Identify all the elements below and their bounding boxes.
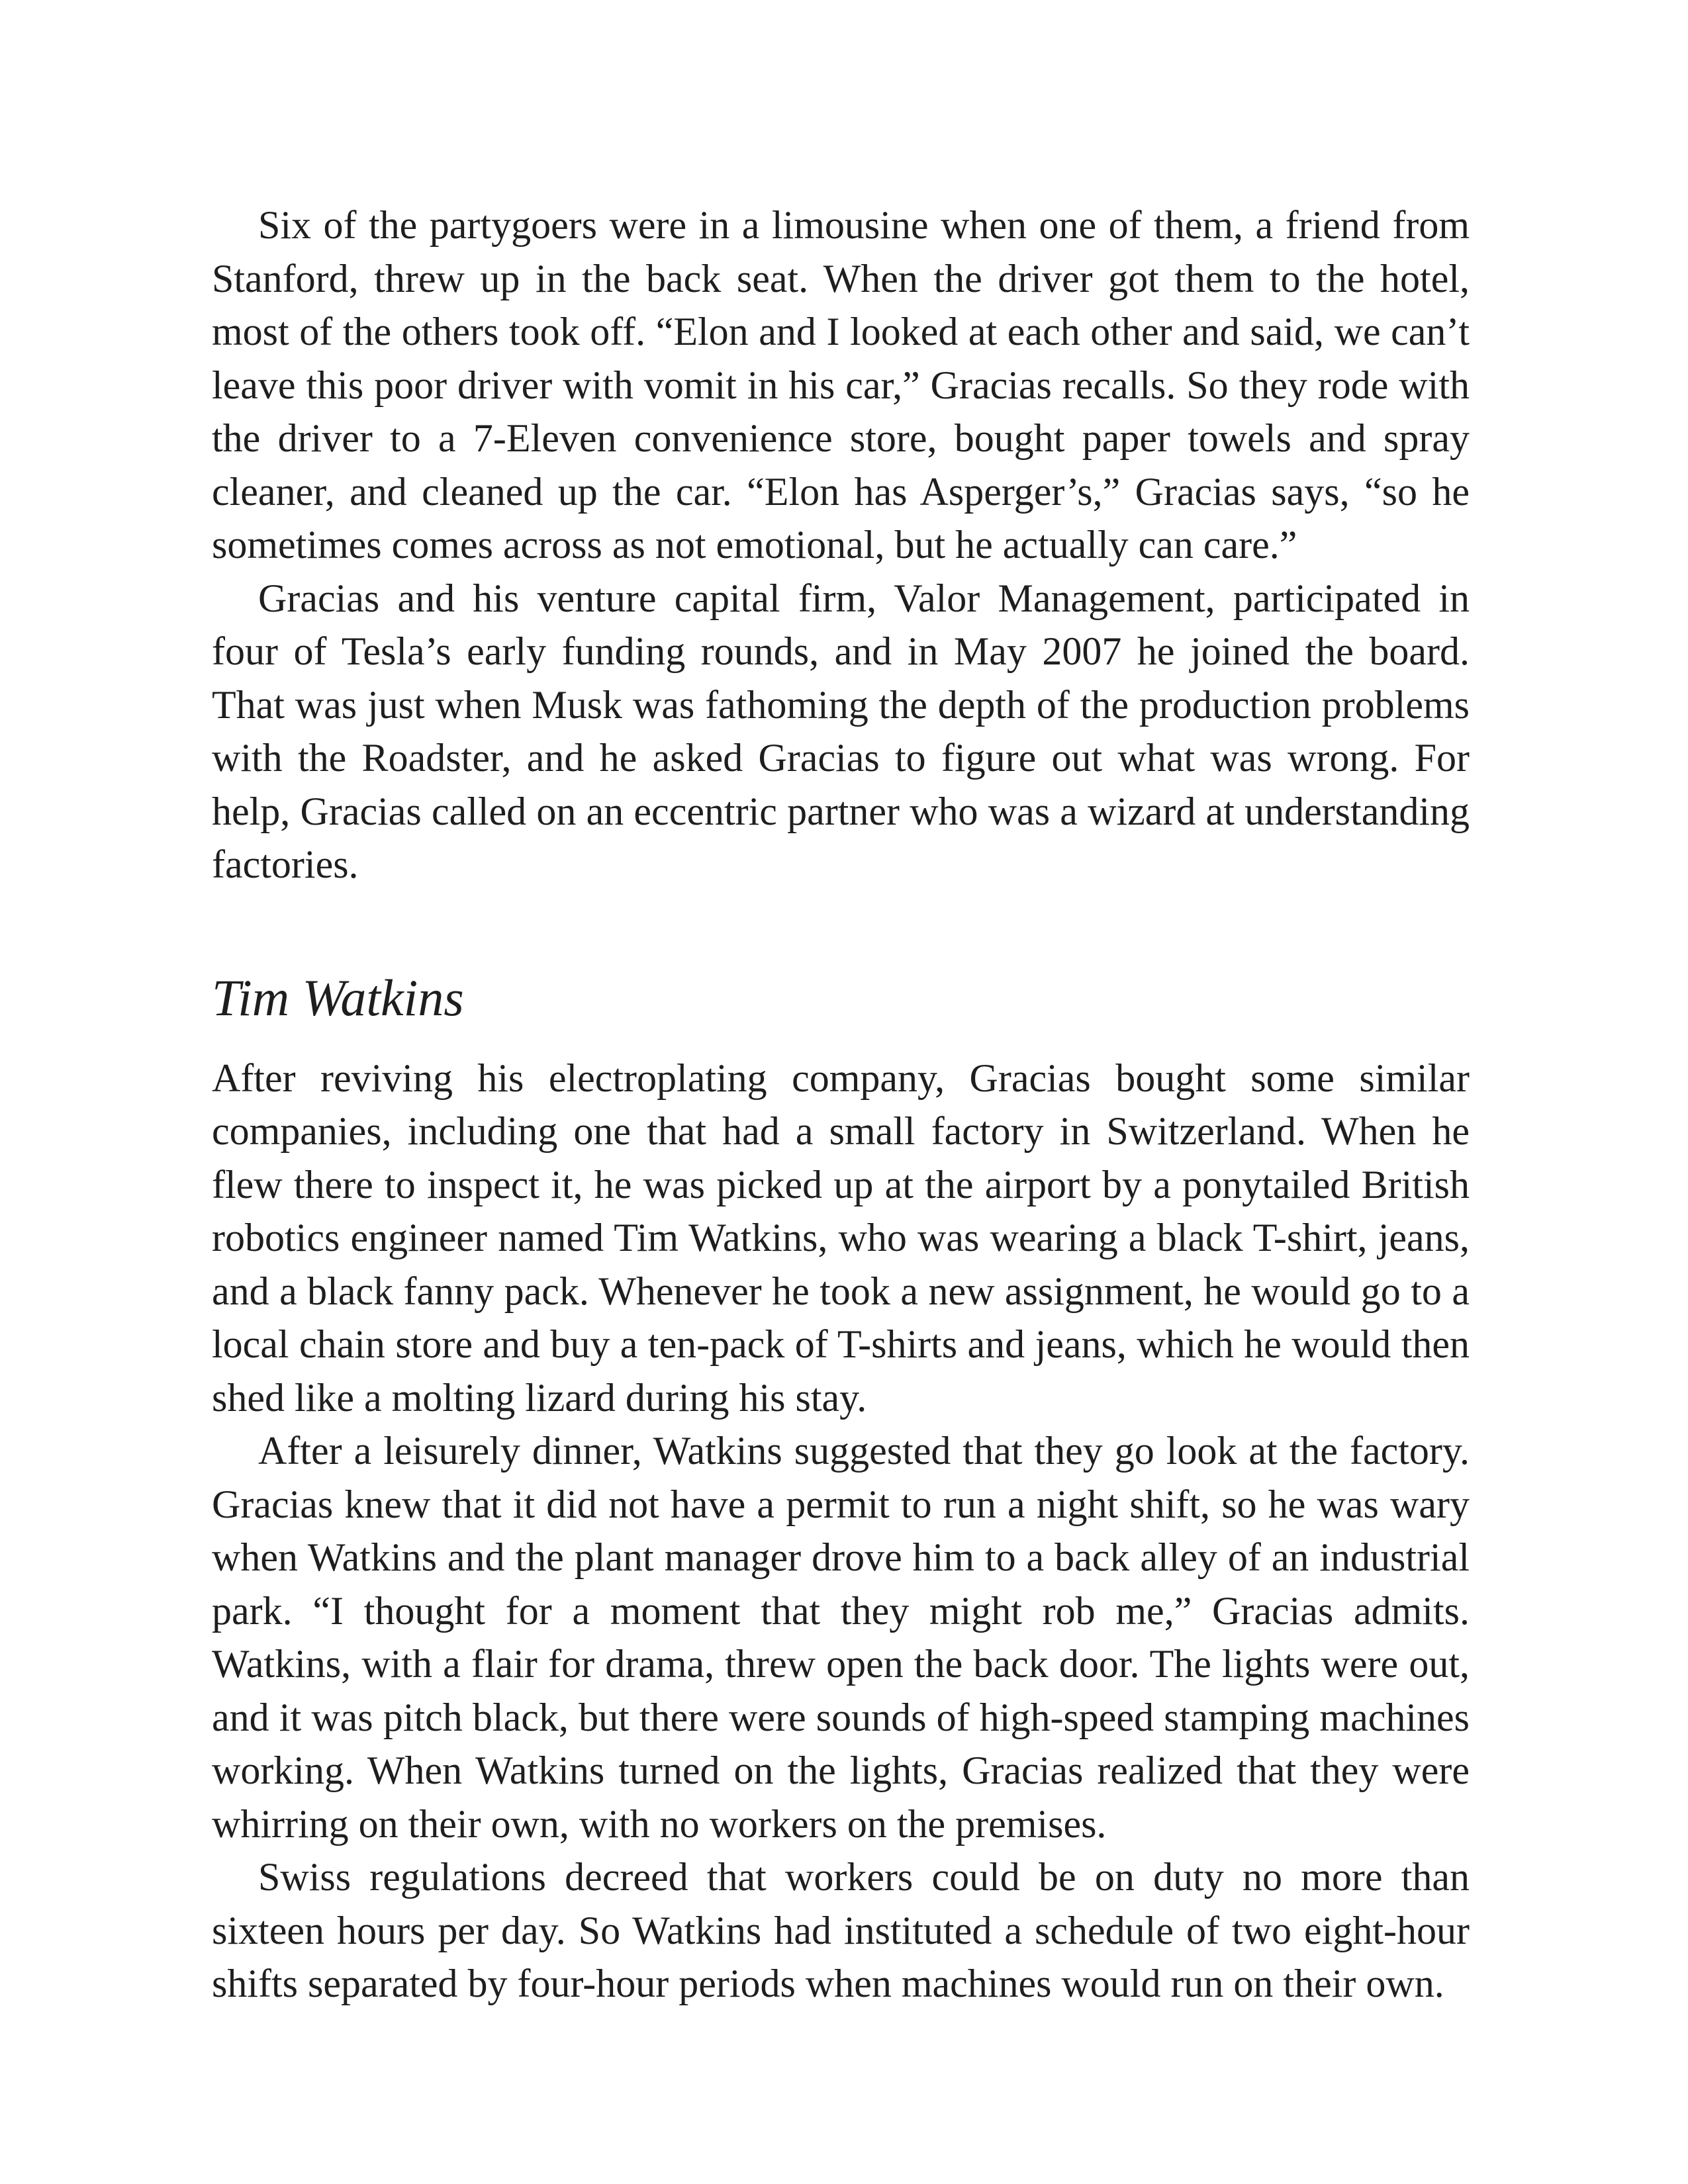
book-page: [212, 199, 1470, 2011]
paragraph-swiss-regulations: Swiss regulations decreed that workers could be on duty no more than sixteen hours per day. So Watkins had instituted a schedule of two eight-hour shifts separated by four-hour periods when machines would run on their own.: [212, 1855, 1470, 2005]
paragraph-factory-visit: After a leisurely dinner, Watkins suggested that they go look at the factory. Gracias knew that it did not have a permit to run a night shift, so he was wary when Watkins and the plant manager drove him to a back alley of an industrial park. “I thought for a moment that they might rob me,” Gracias admits. Watkins, with a flair for drama, threw open the back door. The lights were out, and it was pitch black, but there were sounds of high-speed stamping machines working. When Watkins turned on the lights, Gracias realized that they were whirring on their own, with no workers on the premises.: [212, 1429, 1470, 1846]
section-heading: Tim Watkins: [212, 968, 464, 1026]
paragraph-electroplating: After reviving his electroplating company, Gracias bought some similar companies, including one that had a small factory in Switzerland. When he flew there to inspect it, he was picked up at the airport by a ponytailed British robotics engineer named Tim Watkins, who was wearing a black T-shirt, jeans, and a black fanny pack. Whenever he took a new assignment, he would go to a local chain store and buy a ten-pack of T-shirts and jeans, which he would then shed like a molting lizard during his stay.: [212, 1056, 1470, 1420]
paragraph-limousine: Six of the partygoers were in a limousine when one of them, a friend from Stanford, threw up in the back seat. When the driver got them to the hotel, most of the others took off. “Elon and I looked at each other and said, we can’t leave this poor driver with vomit in his car,” Gracias recalls. So they rode with the driver to a 7-Eleven convenience store, bought paper towels and spray cleaner, and cleaned up the car. “Elon has Asperger’s,” Gracias says, “so he sometimes comes across as not emotional, but he actually can care.”: [212, 203, 1470, 567]
paragraph-valor-management: Gracias and his venture capital firm, Valor Management, participated in four of Tesla’s early funding rounds, and in May 2007 he joined the board. That was just when Musk was fathoming the depth of the production problems with the Roadster, and he asked Gracias to figure out what was wrong. For help, Gracias called on an eccentric partner who was a wizard at understanding factories.: [212, 576, 1470, 886]
